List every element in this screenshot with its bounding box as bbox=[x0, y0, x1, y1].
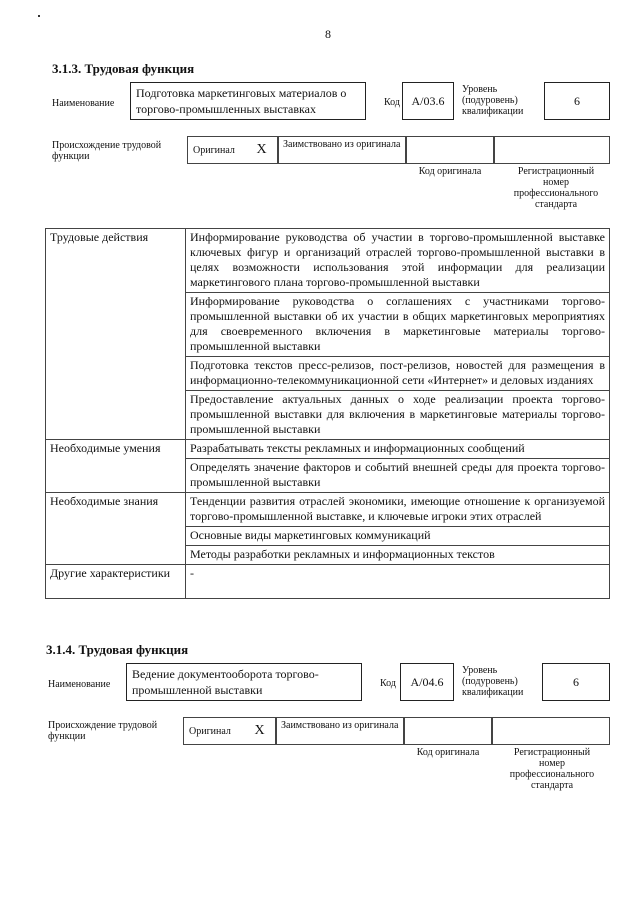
reg-number-cell-313 bbox=[494, 136, 610, 164]
table-row bbox=[46, 493, 610, 527]
name-label-313: Наименование bbox=[52, 98, 115, 109]
reg-number-cell-314 bbox=[492, 717, 610, 745]
level-label-314: Уровень (подуровень) квалификации bbox=[462, 665, 524, 698]
origin-label-313: Происхождение трудовой функции bbox=[52, 140, 162, 162]
name-label-314: Наименование bbox=[48, 679, 111, 690]
original-mark-313: X bbox=[256, 142, 267, 157]
original-mark-314: X bbox=[254, 723, 265, 738]
name-value-313: Подготовка маркетинговых материалов о торгово-промышленных выставках bbox=[136, 86, 347, 116]
orig-code-cell-314 bbox=[404, 717, 492, 745]
labor-action-item: Подготовка текстов пресс-релизов, пост-релизов, новостей для размещения в информационно-телекоммуникационной сети «Интернет» и деловых изданиях bbox=[186, 357, 610, 391]
labor-action-item: Информирование руководства об участии в торгово-промышленной выставке ключевых фигур и организаций отраслей торгово-промышленной выставки в целях возможности использования этой информации для реализации маркетингового плана торгово-промышленной выставки bbox=[186, 229, 610, 293]
table-row bbox=[46, 440, 610, 459]
skill-item: Разрабатывать тексты рекламных и информационных сообщений bbox=[186, 440, 610, 459]
knowledge-item: Методы разработки рекламных и информационных текстов bbox=[186, 546, 610, 565]
knowledge-label: Необходимые знания bbox=[46, 493, 186, 565]
level-value-box-313 bbox=[544, 82, 610, 120]
knowledge-item: Тенденции развития отраслей экономики, имеющие отношение к организуемой торгово-промышленной выставке, и ключевые игроки этих отраслей bbox=[186, 493, 610, 527]
original-cell-314 bbox=[183, 717, 245, 745]
code-value-313: A/03.6 bbox=[411, 94, 445, 108]
labor-function-table bbox=[45, 228, 610, 599]
original-label-314: Оригинал bbox=[189, 725, 231, 737]
orig-code-cell-313 bbox=[406, 136, 494, 164]
name-value-box-314 bbox=[126, 663, 362, 701]
level-value-314: 6 bbox=[573, 675, 579, 689]
code-value-314: A/04.6 bbox=[410, 675, 444, 689]
borrowed-cell-313 bbox=[278, 136, 406, 164]
origin-label-314: Происхождение трудовой функции bbox=[48, 720, 158, 742]
reg-number-caption-313: Регистрационный номер профессионального стандарта bbox=[513, 166, 599, 210]
name-value-box-313 bbox=[130, 82, 366, 120]
original-label-313: Оригинал bbox=[193, 144, 235, 156]
section-heading-314: 3.1.4. Трудовая функция bbox=[46, 642, 189, 657]
borrowed-label-314: Заимствовано из оригинала bbox=[281, 720, 399, 731]
skills-label: Необходимые умения bbox=[46, 440, 186, 493]
other-label: Другие характеристики bbox=[46, 565, 186, 599]
orig-code-caption-314: Код оригинала bbox=[416, 747, 480, 758]
labor-action-item: Информирование руководства о соглашениях с участниками торгово-промышленной выставки об их участии в общих маркетинговых мероприятиях для своевременного включения в маркетинговые материалы торгово-промышленной выставки bbox=[186, 293, 610, 357]
scan-speck bbox=[38, 15, 40, 17]
level-value-313: 6 bbox=[574, 94, 580, 108]
code-value-box-313 bbox=[402, 82, 454, 120]
code-label-314: Код bbox=[380, 678, 396, 689]
level-value-box-314 bbox=[542, 663, 610, 701]
knowledge-item: Основные виды маркетинговых коммуникаций bbox=[186, 527, 610, 546]
orig-code-caption-313: Код оригинала bbox=[418, 166, 482, 177]
original-cell-313 bbox=[187, 136, 247, 164]
skill-item: Определять значение факторов и событий внешней среды для проекта торгово-промышленной выставки bbox=[186, 459, 610, 493]
original-mark-cell-313 bbox=[246, 136, 278, 164]
original-mark-cell-314 bbox=[244, 717, 276, 745]
labor-actions-label: Трудовые действия bbox=[46, 229, 186, 440]
page-number: 8 bbox=[325, 27, 331, 41]
level-label-313: Уровень (подуровень) квалификации bbox=[462, 84, 524, 117]
code-label-313: Код bbox=[384, 97, 400, 108]
table-row bbox=[46, 229, 610, 293]
other-value: - bbox=[186, 565, 610, 599]
borrowed-label-313: Заимствовано из оригинала bbox=[283, 139, 401, 150]
code-value-box-314 bbox=[400, 663, 454, 701]
labor-action-item: Предоставление актуальных данных о ходе реализации проекта торгово-промышленной выставки для включения в маркетинговые материалы торгово-промышленной выставки bbox=[186, 391, 610, 440]
section-heading-313: 3.1.3. Трудовая функция bbox=[52, 61, 195, 76]
name-value-314: Ведение документооборота торгово-промышленной выставки bbox=[132, 667, 319, 697]
borrowed-cell-314 bbox=[276, 717, 404, 745]
reg-number-caption-314: Регистрационный номер профессионального стандарта bbox=[509, 747, 595, 791]
table-row bbox=[46, 565, 610, 599]
